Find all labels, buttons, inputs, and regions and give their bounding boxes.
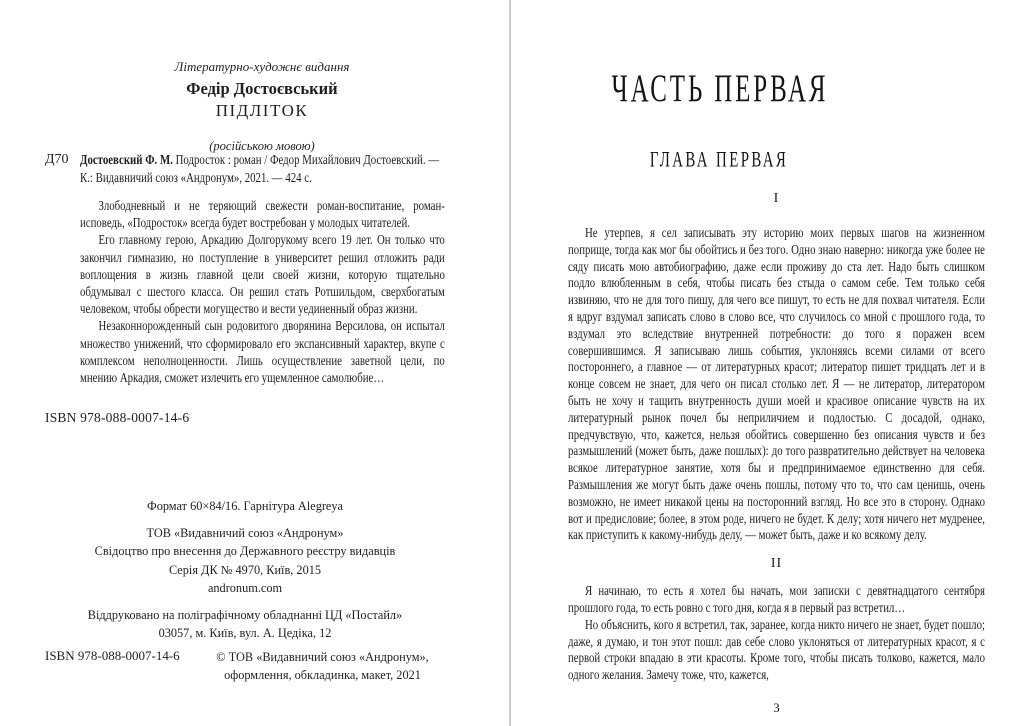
language-note: (російською мовою): [209, 139, 315, 153]
isbn-number: ISBN 978-088-0007-14-6: [45, 410, 190, 425]
annotation-paragraph: Злободневный и не теряющий свежести роман-воспитание, роман-исповедь, «Подросток» всегда будет востребован у молодых читателей.: [80, 199, 445, 232]
copyright-line: © ТОВ «Видавничий союз «Андронум»,: [216, 650, 429, 664]
right-page: [511, 0, 1022, 726]
print-line: 03057, м. Київ, вул. А. Цедіка, 12: [158, 626, 332, 641]
page-number: 3: [773, 700, 780, 715]
print-line: Віддруковано на поліграфічному обладнанні ЦД «Постайл»: [87, 608, 403, 623]
publisher-line: Серія ДК № 4970, Київ, 2015: [168, 562, 322, 577]
chapter-title: [511, 148, 928, 173]
left-page: [0, 0, 509, 726]
section-numeral-2: II: [770, 556, 783, 572]
format-line: Формат 60×84/16. Гарнітура Alegreya: [146, 499, 343, 513]
body-paragraph: Не утерпев, я сел записывать эту историю моих первых шагов на жизненном поприще, тогда как мог бы обойтись и без того. Одно знаю наверно: никогда уже более не сяду писать мою автобиографию, даже если проживу до ста лет. Надо быть слишком подло влюбленным в себя, чтобы писать без стыда о самом себе. Тем только себя извиняю, что не для того пишу, для чего все пишут, то есть не для похвал читателя. Если я вдруг вздумал записать слово в слово все, что случилось со мной с прошлого года, то вздумал это вследствие внутренней потребности: до того я поражен всем совершившимся. Я записываю лишь события, уклоняясь всеми силами от всего постороннего, а главное — от литературных красот; литератор пишет тридцать лет и в конце совсем не знает, для чего он писал столько лет. Я — не литератор, литератором быть не хочу и тащить внутренность души моей и красивое описание чувств на их литературный рынок почел бы неприличием и подлостью. С досадой, однако, предчувствую, что, кажется, нельзя обойтись совершенно без описания чувств и без размышлений (может быть, даже пошлых): до того развратительно действует на человека всякое литературное занятие, хотя бы и предпринимаемое единственно для себя. Размышления же могут быть даже очень пошлы, потому что то, что сам ценишь, очень возможно, не имеет никакой цены на посторонний взгляд. Но все это в сторону. Однако вот и предисловие; более, в этом роде, ничего не будет. К делу; хотя ничего нет мудренее, как приступить к какому-нибудь делу, — может быть, даже и ко всякому делу.: [568, 226, 985, 544]
publisher-website: andronum.com: [207, 580, 283, 595]
section-numeral-1: I: [773, 191, 780, 206]
body-text-section-1: [568, 226, 985, 545]
author-name: Федір Достоєвський: [186, 79, 338, 98]
body-text-section-2: [568, 584, 985, 685]
publisher-line: Свідоцтво про внесення до Державного реєстру видавців: [94, 544, 396, 559]
book-title: ПІДЛІТОК: [215, 101, 309, 120]
part-title-text: ЧАСТЬ ПЕРВАЯ: [611, 66, 828, 110]
annotation-paragraph: Незаконнорожденный сын родовитого дворянина Версилова, он испытал множество унижений, что сформировало его экспансивный характер, вкупе с комплексом неполноценности. Лишь осуществление заветной цели, по мнению Аркадия, сможет излечить его ущемленное самолюбие…: [80, 319, 445, 387]
catalog-author: Достоевский Ф. М.: [80, 153, 173, 168]
front-matter: [62, 58, 462, 154]
part-title: [511, 0, 928, 110]
catalog-entry: [45, 152, 445, 187]
catalog-text: [80, 152, 445, 187]
imprint-footer: [45, 648, 445, 684]
copyright-notice: [200, 648, 445, 684]
colophon: [45, 497, 445, 642]
body-paragraph: Но объяснить, кого я встретил, так, заранее, когда никто ничего не знает, будет пошло; даже, я думаю, и тон этот пошл: дав себе слово уклоняться от литературных красот, я с первой строки впадаю в эти красоты. Кроме того, чтобы писать толково, кажется, мало одного желания. Замечу тоже, что, кажется,: [568, 617, 985, 684]
chapter-title-text: ГЛАВА ПЕРВАЯ: [650, 148, 789, 173]
annotation-paragraph: Его главному герою, Аркадию Долгорукому всего 19 лет. Он только что закончил гимназию, но поступление в университет решил отложить ради воплощения в жизнь главной цели своей жизни, которую тщательно обдумывал с шестого класса. Он решил стать Ротшильдом, сверхбогатым человеком, чтобы обрести могущество и вести уединенный образ жизни.: [80, 233, 445, 318]
catalog-description: Подросток : роман / Федор Михайлович Достоевский. — К.: Видавничий союз «Андронум», 2021. — 424 с.: [80, 153, 440, 186]
copyright-line: оформлення, обкладинка, макет, 2021: [224, 668, 421, 682]
body-paragraph: Я начинаю, то есть я хотел бы начать, мои записки с девятнадцатого сентября прошлого года, то есть ровно с того дня, когда я в первый раз встретил…: [568, 584, 985, 616]
catalog-code: Д70: [45, 152, 69, 167]
edition-note: Літературно-художнє видання: [174, 59, 350, 74]
footer-isbn: ISBN 978-088-0007-14-6: [45, 648, 180, 663]
publisher-line: ТОВ «Видавничий союз «Андронум»: [146, 526, 344, 541]
annotation: [80, 198, 445, 387]
